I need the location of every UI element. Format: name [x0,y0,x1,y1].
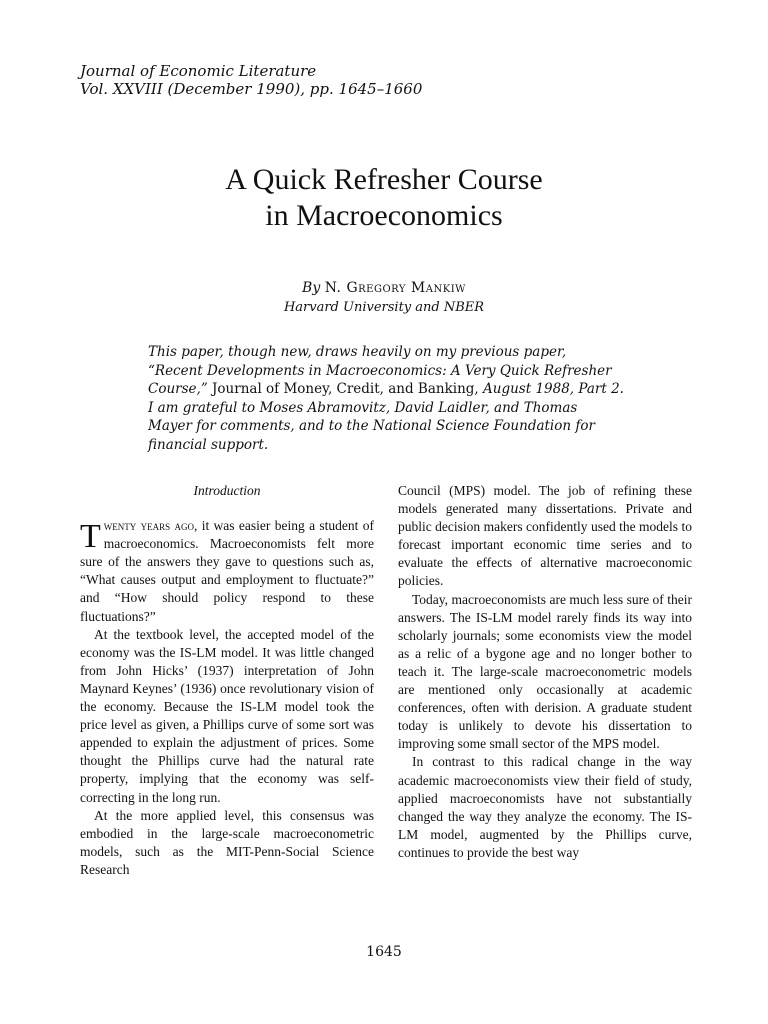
article-title [0,162,768,234]
journal-volume: Vol. XXVIII (December 1990), pp. 1645–1660 [80,80,423,98]
drop-cap: T [80,518,101,556]
journal-name: Journal of Economic Literature [80,62,317,80]
note-journal-name: Journal of Money, Credit, and Banking, [212,381,479,398]
paragraph-5: In contrast to this radical change in the way academic macroeconomists view their field of study, applied macroeconomists have not substantially changed the way they analyze the economy. The IS-LM model, augmented by the Phillips curve, continues to provide the best way [398,754,692,860]
paragraph-1 [80,517,374,626]
journal-citation [80,62,422,98]
paragraph-3-start: At the more applied level, this consensus was embodied in the large-scale macroeconometric models, such as the MIT-Penn-Social Science Research [80,807,374,877]
left-column [80,482,374,879]
paragraph-2: At the textbook level, the accepted model of the economy was the IS-LM model. It was little changed from John Hicks’ (1937) interpretation of John Maynard Keynes’ (1936) once revolutionary vision of the economy. Because the IS-LM model took the price level as given, a Phillips curve of some sort was appended to explain the adjustment of prices. Some thought the Phillips curve had the natural rate property, implying that the economy was self-correcting in the long run. [80,626,374,805]
paragraph-3-end: Council (MPS) model. The job of refining these models generated many dissertations. Private and public decision makers confidently used the models to forecast important economic time series and to evaluate the effects of alternative macroeconomic policies. [398,483,692,589]
note-part-2: August 1988, Part 2. I am grateful to Moses Abramovitz, David Laidler, and Thomas Mayer for comments, and to the National Science Foundation for financial support. [148,381,624,453]
byline [0,279,768,297]
opening-small-caps: wenty years ago, [103,518,198,534]
section-heading: Introduction [193,483,261,498]
title-line-1: A Quick Refresher Course [225,163,543,196]
paragraph-1-text: it was easier being a student of macroeconomics. Macroeconomists felt more sure of the answers they gave to questions such as, “What causes output and employment to fluctuate?” and “How should policy respond to these fluctuations?” [80,518,375,624]
right-column [398,482,692,862]
author-affiliation: Harvard University and NBER [283,300,485,315]
author-name: N. Gregory Mankiw [324,280,466,296]
note-part-1: This paper, though new, draws heavily on my previous paper, “Recent Developments in Macroeconomics: A Very Quick Refresher Course,” [148,344,612,398]
byline-by: By [302,280,321,296]
acknowledgement-note [148,343,624,455]
paragraph-4: Today, macroeconomists are much less sure of their answers. The IS-LM model rarely finds its way into scholarly journals; some economists view the model as a relic of a bygone age and no longer bother to teach it. The large-scale macroeconometric models are mentioned only occasionally at academic conferences, often with derision. A graduate student today is unlikely to devote his dissertation to improving some small sector of the MPS model. [398,591,692,752]
page-number: 1645 [366,944,402,960]
title-line-2: in Macroeconomics [265,199,503,232]
